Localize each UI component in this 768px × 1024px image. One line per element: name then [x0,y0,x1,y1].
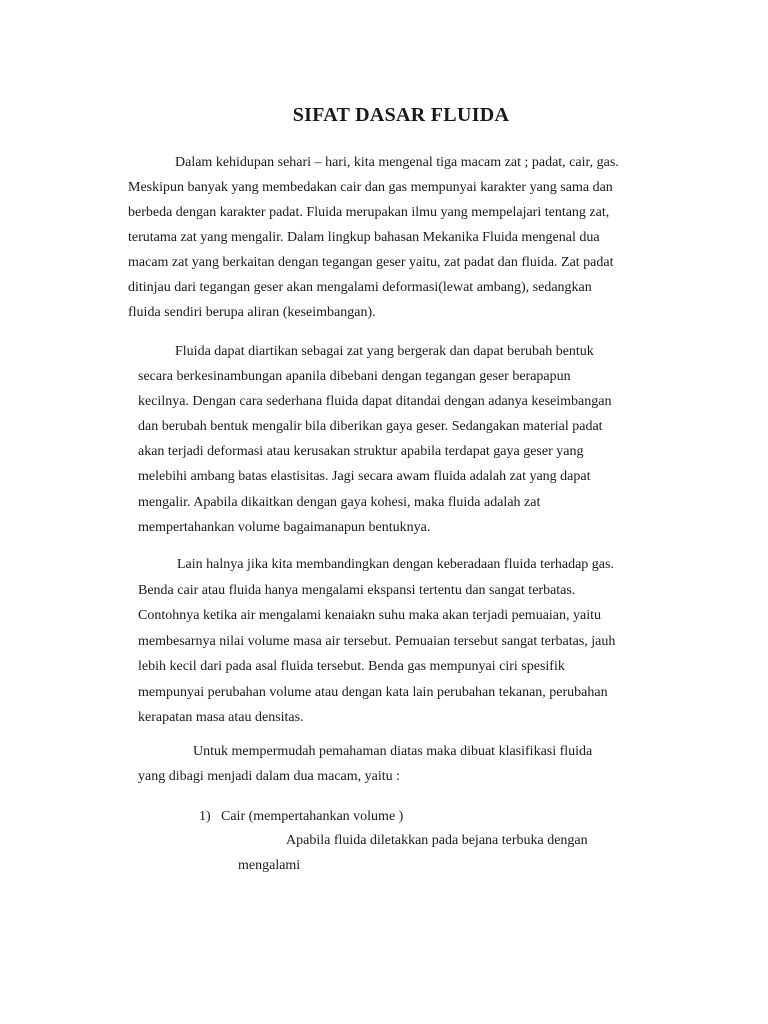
text-line: melebihi ambang batas elastisitas. Jagi secara awam fluida adalah zat yang dapat [138,469,591,485]
paragraph-definition [138,339,611,540]
text-line: mengalir. Apabila dikaitkan dengan gaya kohesi, maka fluida adalah zat [138,494,541,510]
text-line: ditinjau dari tegangan geser akan mengalami deformasi(lewat ambang), sedangkan [128,280,592,295]
text-line: mempunyai perubahan volume atau dengan kata lain perubahan tekanan, perubahan [138,684,608,700]
text-line: Meskipun banyak yang membedakan cair dan gas mempunyai karakter yang sama dan [128,180,613,195]
text-line: Fluida dapat diartikan sebagai zat yang bergerak dan dapat berubah bentuk [175,344,594,359]
text-line: terutama zat yang mengalir. Dalam lingkup bahasan Mekanika Fluida mengenal dua [128,230,600,245]
document-title: SIFAT DASAR FLUIDA [292,104,510,126]
paragraph-cair-detail [238,828,588,878]
text-line: lebih kecil dari pada asal fluida tersebut. Benda gas mempunyai ciri spesifik [138,659,565,674]
text-line: Untuk mempermudah pemahaman diatas maka dibuat klasifikasi fluida [193,744,593,759]
text-line: Contohnya ketika air mengalami kenaiakn suhu maka akan terjadi pemuaian, yaitu [138,608,602,623]
text-line: akan terjadi deformasi atau kerusakan struktur apabila terdapat gaya geser yang [138,444,584,460]
text-line: fluida sendiri berupa aliran (keseimbangan). [128,305,376,320]
text-line: Apabila fluida diletakkan pada bejana terbuka dengan [286,833,588,848]
list-item-cair [199,804,403,829]
text-line: Benda cair atau fluida hanya mengalami ekspansi tertentu dan sangat terbatas. [138,582,576,598]
text-line: Lain halnya jika kita membandingkan dengan keberadaan fluida terhadap gas. [177,557,614,572]
text-line: membesarnya nilai volume masa air tersebut. Pemuaian tersebut sangat terbatas, jauh [138,633,616,649]
paragraph-gas-comparison [138,552,615,731]
list-number: 1) [199,809,211,824]
list-item-label: Cair (mempertahankan volume ) [221,809,404,824]
text-line: mempertahankan volume bagaimanapun bentuknya. [138,519,431,535]
text-line: berbeda dengan karakter padat. Fluida merupakan ilmu yang mempelajari tentang zat, [128,205,610,220]
text-line: macam zat yang berkaitan dengan tegangan geser yaitu, zat padat dan fluida. Zat padat [128,255,614,270]
text-line: mengalami [238,858,301,873]
paragraph-intro [128,150,619,325]
text-line: yang dibagi menjadi dalam dua macam, yaitu : [138,769,401,784]
paragraph-classification [138,739,592,789]
text-line: secara berkesinambungan apanila dibebani dengan tegangan geser berapapun [138,369,571,385]
text-line: dan berubah bentuk mengalir bila diberikan gaya geser. Sedangakan material padat [138,419,603,435]
text-line: kecilnya. Dengan cara sederhana fluida dapat ditandai dengan adanya keseimbangan [138,394,612,410]
text-line: kerapatan masa atau densitas. [138,710,304,725]
text-line: Dalam kehidupan sehari – hari, kita mengenal tiga macam zat ; padat, cair, gas. [175,155,619,170]
